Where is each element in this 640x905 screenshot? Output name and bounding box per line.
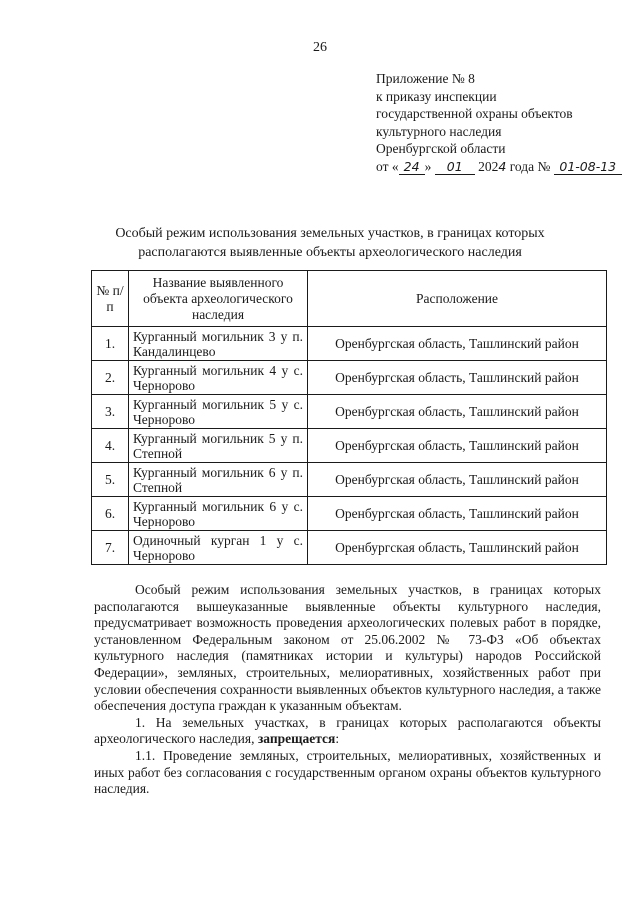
- row-location: Оренбургская область, Ташлинский район: [308, 463, 607, 497]
- date-year-suffix: года №: [506, 158, 551, 174]
- title-line: Особый режим использования земельных участков, в границах которых: [115, 226, 545, 241]
- table-row: [92, 497, 607, 531]
- row-num: 6.: [92, 497, 129, 531]
- section-title: [60, 224, 600, 262]
- header-location: Расположение: [308, 271, 607, 327]
- appendix-line: государственной охраны объектов: [376, 106, 573, 121]
- table-row: [92, 327, 607, 361]
- order-number-handwritten: 01-08-13: [554, 160, 622, 175]
- page-number: 26: [313, 40, 327, 55]
- row-num: 1.: [92, 327, 129, 361]
- row-location: Оренбургская область, Ташлинский район: [308, 497, 607, 531]
- row-name: Курганный могильник 6 у п. Степной: [129, 463, 308, 497]
- row-name: Курганный могильник 3 у п. Кандалинцево: [129, 327, 308, 361]
- row-location: Оренбургская область, Ташлинский район: [308, 395, 607, 429]
- appendix-line: Приложение № 8: [376, 71, 475, 86]
- table-row: [92, 463, 607, 497]
- appendix-date-line: [376, 158, 626, 176]
- row-name: Курганный могильник 5 у п. Степной: [129, 429, 308, 463]
- row-location: Оренбургская область, Ташлинский район: [308, 429, 607, 463]
- row-name: Курганный могильник 4 у с. Чернорово: [129, 361, 308, 395]
- date-mid: »: [424, 158, 432, 174]
- title-line: располагаются выявленные объекты археологического наследия: [138, 245, 522, 260]
- header-name: Название выявленного объекта археологического наследия: [129, 271, 308, 327]
- date-month-handwritten: 01: [435, 160, 475, 175]
- body-text: [94, 582, 601, 798]
- row-num: 4.: [92, 429, 129, 463]
- date-year-prefix: 202: [478, 158, 499, 174]
- row-location: Оренбургская область, Ташлинский район: [308, 531, 607, 565]
- row-name: Курганный могильник 5 у с. Чернорово: [129, 395, 308, 429]
- row-name: Курганный могильник 6 у с. Чернорово: [129, 497, 308, 531]
- paragraph: Особый режим использования земельных участков, в границах которых располагаются вышеуказанные выявленные объекты культурного наследия, предусматривает возможность проведения археологических полевых работ в порядке, установленном Федеральным законом от 25.06.2002 № 73-ФЗ «Об объектах культурного наследия (памятниках истории и культуры) народов Российской Федерации», земляных, строительных, мелиоративных, хозяйственных работ при условии обеспечения сохранности выявленных объектов культурного наследия, а также обеспечения доступа граждан к указанным объектам.: [94, 582, 601, 714]
- appendix-line: к приказу инспекции: [376, 88, 497, 104]
- date-prefix: от «: [376, 158, 399, 174]
- date-day-handwritten: 24: [399, 160, 425, 175]
- table-row: [92, 429, 607, 463]
- table-row: [92, 531, 607, 565]
- paragraph-end: :: [335, 731, 340, 747]
- paragraph-text: 1. На земельных участках, в границах которых располагаются объекты археологического наследия,: [94, 714, 601, 747]
- date-year-handwritten: 4: [498, 158, 507, 174]
- appendix-block: [376, 70, 626, 175]
- appendix-line: культурного наследия: [376, 123, 502, 139]
- table-row: [92, 395, 607, 429]
- row-location: Оренбургская область, Ташлинский район: [308, 327, 607, 361]
- objects-table: [91, 270, 607, 565]
- header-num: № п/п: [92, 271, 129, 327]
- row-name: Одиночный курган 1 у с. Чернорово: [129, 531, 308, 565]
- prohibited-keyword: запрещается: [257, 731, 336, 747]
- paragraph: [94, 715, 601, 748]
- row-num: 7.: [92, 531, 129, 565]
- table-row: [92, 361, 607, 395]
- paragraph: 1.1. Проведение земляных, строительных, мелиоративных, хозяйственных и иных работ без согласования с государственным органом охраны объектов культурного наследия.: [94, 747, 601, 797]
- row-location: Оренбургская область, Ташлинский район: [308, 361, 607, 395]
- table-header-row: [92, 271, 607, 327]
- row-num: 5.: [92, 463, 129, 497]
- row-num: 2.: [92, 361, 129, 395]
- row-num: 3.: [92, 395, 129, 429]
- appendix-line: Оренбургской области: [376, 141, 506, 156]
